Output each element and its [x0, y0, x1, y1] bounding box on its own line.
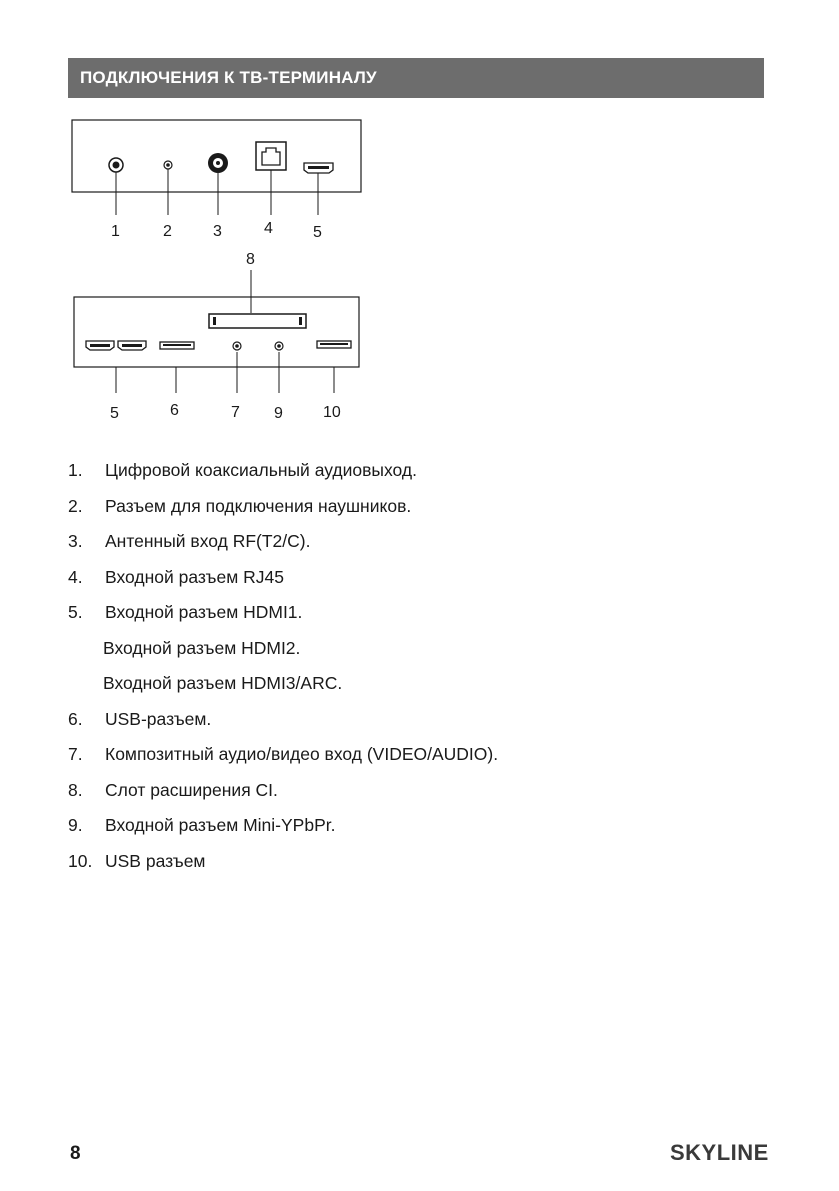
list-item: 7. Композитный аудио/видео вход (VIDEO/AUDIO).	[68, 744, 499, 764]
side-label-9: 9	[274, 405, 283, 422]
rj45-port-icon	[256, 142, 286, 170]
list-item: 6. USB-разъем.	[68, 708, 212, 729]
list-item: Входной разъем HDMI3/ARC.	[103, 673, 343, 693]
ci-slot-icon	[209, 314, 306, 328]
list-item: 2. Разъем для подключения наушников.	[68, 495, 412, 516]
connector-list	[68, 458, 768, 884]
top-label-5: 5	[313, 224, 322, 241]
connector-diagram	[0, 0, 839, 440]
top-label-4: 4	[264, 220, 273, 237]
top-label-3: 3	[213, 223, 222, 240]
top-label-1: 1	[111, 223, 120, 240]
section-title: ПОДКЛЮЧЕНИЯ К ТВ-ТЕРМИНАЛУ	[80, 68, 377, 87]
ypbpr-jack-icon	[275, 342, 283, 350]
coaxial-jack-icon	[109, 158, 123, 172]
list-item: 10. USB разъем	[68, 850, 206, 871]
side-label-10: 10	[323, 404, 341, 421]
top-panel	[72, 120, 361, 241]
side-panel	[74, 251, 359, 422]
av-jack-icon	[233, 342, 241, 350]
list-item: 5. Входной разъем HDMI1.	[68, 602, 303, 622]
list-item: 4. Входной разъем RJ45	[68, 566, 284, 587]
side-label-5: 5	[110, 405, 119, 422]
brand-logo: SKYLINE	[670, 1140, 769, 1165]
hdmi-port-icon	[118, 341, 146, 350]
usb-port-icon	[317, 341, 351, 348]
antenna-input-icon	[208, 153, 228, 173]
hdmi-port-icon	[86, 341, 114, 350]
headphone-jack-icon	[164, 161, 172, 169]
side-label-8: 8	[246, 251, 255, 268]
list-item: Входной разъем HDMI2.	[103, 637, 301, 658]
hdmi-port-icon	[304, 163, 333, 173]
top-label-2: 2	[163, 223, 172, 240]
list-item: 9. Входной разъем Mini-YPbPr.	[68, 815, 336, 835]
list-item: 8. Слот расширения CI.	[68, 779, 278, 800]
list-item: 3. Антенный вход RF(T2/C).	[68, 531, 311, 551]
list-item: 1. Цифровой коаксиальный аудиовыход.	[68, 460, 417, 480]
side-label-7: 7	[231, 404, 240, 421]
usb-port-icon	[160, 342, 194, 349]
page-number: 8	[70, 1143, 81, 1164]
side-label-6: 6	[170, 402, 179, 419]
